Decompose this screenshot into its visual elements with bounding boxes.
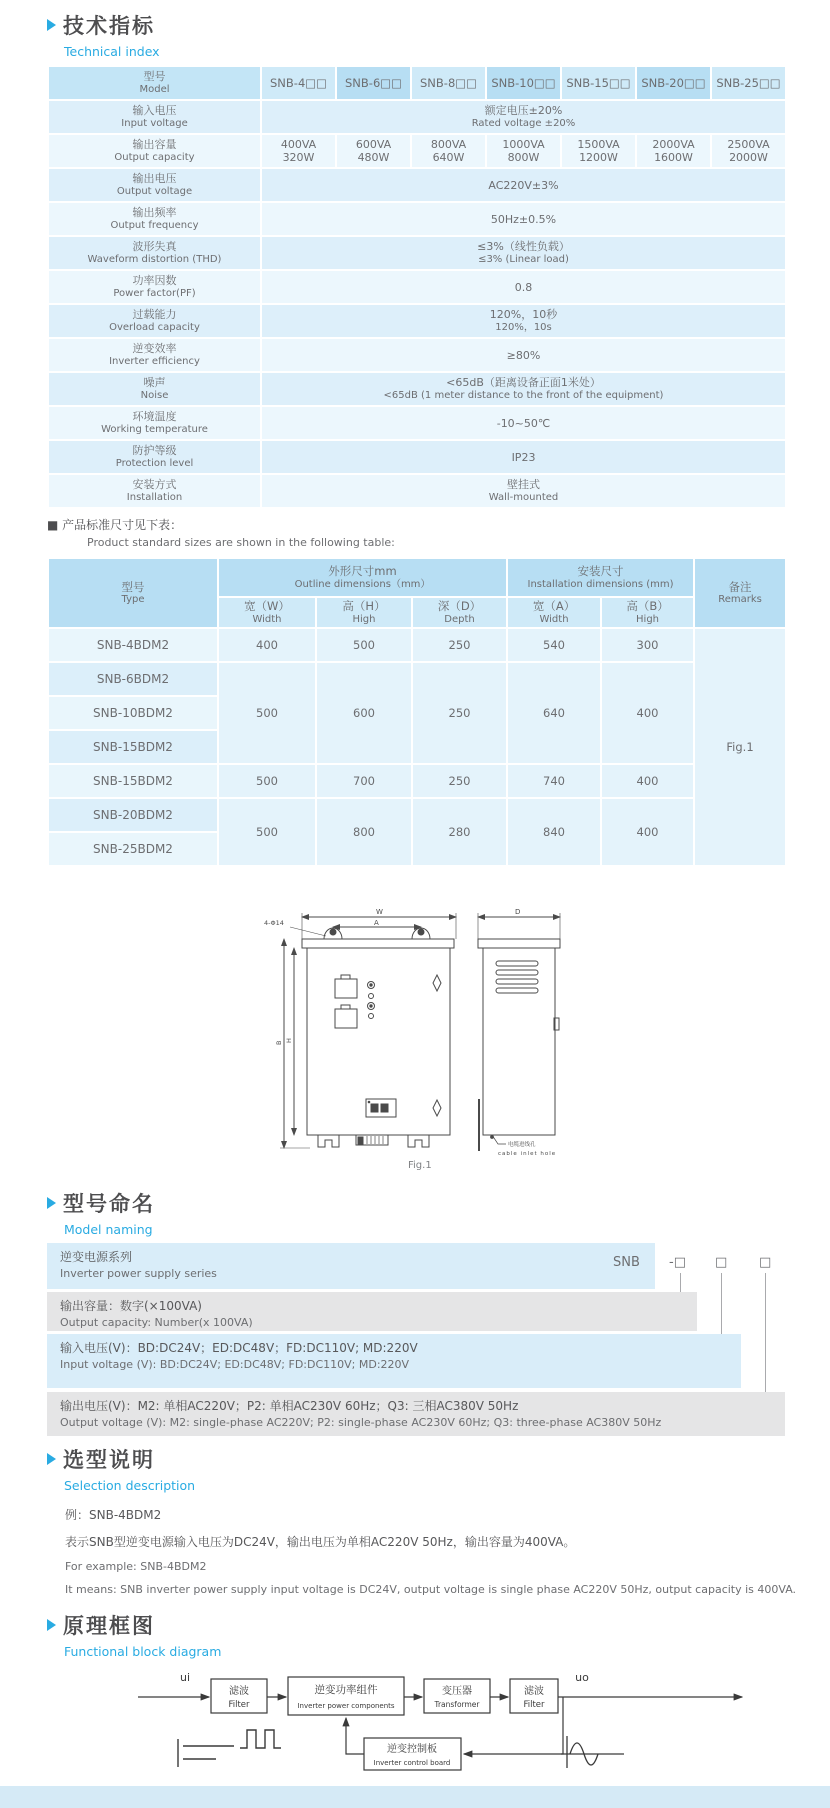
page-footer-strip bbox=[0, 1786, 830, 1808]
foot-right bbox=[408, 1135, 429, 1147]
model-code-box: □ bbox=[715, 1255, 728, 1270]
dim-model-cell: SNB-6BDM2 bbox=[48, 662, 218, 696]
control-label-zh: 逆变控制板 bbox=[387, 1744, 437, 1755]
naming-row-output-voltage: 输出电压(V)：M2: 单相AC220V；P2: 单相AC230V 60Hz；Q3: 三相AC380V 50Hz Output voltage (V): M2: single-phase AC220V; P2: single-phase AC230V 60Hz; Q3: three-phase AC380V 50Hz bbox=[47, 1392, 785, 1436]
spec-row-label: 环境温度 Working temperature bbox=[48, 406, 261, 440]
spec-table bbox=[47, 65, 787, 509]
louver-vent bbox=[496, 961, 538, 966]
uo-label: uo bbox=[575, 1671, 589, 1684]
spec-row-value: 壁挂式 Wall-mounted bbox=[261, 474, 786, 508]
spec-capacity-cell: 2500VA 2000W bbox=[711, 134, 786, 168]
table-row bbox=[48, 764, 786, 798]
section-arrow-icon bbox=[47, 1619, 56, 1631]
louver-vent bbox=[496, 970, 538, 975]
filter1-label-zh: 滤波 bbox=[229, 1686, 249, 1697]
dim-label-b: B bbox=[275, 1040, 283, 1045]
spec-header-row bbox=[48, 66, 786, 100]
dim-col-a: 宽（A） Width bbox=[507, 597, 601, 628]
spec-row-label: 输出电压 Output voltage bbox=[48, 168, 261, 202]
spec-row-value: ≤3%（线性负载） ≤3% (Linear load) bbox=[261, 236, 786, 270]
dim-value-cell: 250 bbox=[412, 764, 507, 798]
table-row bbox=[48, 662, 786, 696]
sine-wave-icon bbox=[561, 1736, 624, 1768]
spec-row-value: AC220V±3% bbox=[261, 168, 786, 202]
section-title-en: Technical index bbox=[64, 44, 160, 59]
dim-outline-header: 外形尺寸mm Outline dimensions（mm） bbox=[218, 558, 507, 597]
selection-desc-zh: 表示SNB型逆变电源输入电压为DC24V，输出电压为单相AC220V 50Hz，输出容量为400VA。 bbox=[65, 1535, 576, 1549]
spec-row-label: 噪声 Noise bbox=[48, 372, 261, 406]
functional-block-diagram bbox=[130, 1666, 750, 1791]
section-title-zh: 型号命名 bbox=[63, 1192, 155, 1216]
control-label-en: Inverter control board bbox=[373, 1759, 451, 1767]
control-to-power-line bbox=[346, 1718, 364, 1754]
dim-value-cell: 600 bbox=[316, 662, 412, 764]
dim-model-cell: SNB-25BDM2 bbox=[48, 832, 218, 866]
dim-remarks-header: 备注 Remarks bbox=[694, 558, 786, 628]
model-code-box: □ bbox=[759, 1255, 772, 1270]
dim-type-header: 型号 Type bbox=[48, 558, 218, 628]
spec-model-col: SNB-20□□ bbox=[636, 66, 711, 100]
naming-connector-line bbox=[680, 1273, 681, 1292]
dim-col-b: 高（B） High bbox=[601, 597, 694, 628]
dim-value-cell: 400 bbox=[218, 628, 316, 662]
dc-waveform-icon bbox=[178, 1739, 234, 1767]
naming-row-input-voltage: 输入电压(V)：BD:DC24V；ED:DC48V；FD:DC110V; MD:220V Input voltage (V): BD:DC24V; ED:DC48V; FD:DC110V; MD:220V bbox=[47, 1334, 741, 1388]
indicator-light bbox=[369, 994, 374, 999]
spec-row-value: 额定电压±20% Rated voltage ±20% bbox=[261, 100, 786, 134]
filter2-label-zh: 滤波 bbox=[524, 1686, 544, 1697]
spec-row-value: 50Hz±0.5% bbox=[261, 202, 786, 236]
figure-caption: Fig.1 bbox=[408, 1160, 432, 1171]
section-title-en: Functional block diagram bbox=[64, 1644, 222, 1659]
spec-row-value: IP23 bbox=[261, 440, 786, 474]
spec-capacity-cell: 800VA 640W bbox=[411, 134, 486, 168]
dim-value-cell: 740 bbox=[507, 764, 601, 798]
louver-vent bbox=[496, 979, 538, 984]
dim-value-cell: 500 bbox=[218, 764, 316, 798]
dim-label-a: A bbox=[374, 919, 379, 927]
naming-connector-line bbox=[721, 1273, 722, 1334]
spec-row-value: <65dB（距离设备正面1米处） <65dB (1 meter distance to the front of the equipment) bbox=[261, 372, 786, 406]
spec-row-noise bbox=[48, 372, 786, 406]
cable-inlet-label-en: cable inlet hole bbox=[498, 1151, 557, 1157]
spec-row-label: 输入电压 Input voltage bbox=[48, 100, 261, 134]
technical-drawing bbox=[240, 903, 600, 1183]
louver-vent bbox=[496, 988, 538, 993]
spec-row-value: -10~50℃ bbox=[261, 406, 786, 440]
dim-model-cell: SNB-4BDM2 bbox=[48, 628, 218, 662]
spec-row-installation bbox=[48, 474, 786, 508]
spec-row-overload bbox=[48, 304, 786, 338]
spec-row-power-factor bbox=[48, 270, 786, 304]
dim-label-w: W bbox=[376, 908, 383, 916]
spec-row-value: 0.8 bbox=[261, 270, 786, 304]
model-code-prefix: SNB bbox=[613, 1255, 640, 1270]
dim-col-w: 宽（W） Width bbox=[218, 597, 316, 628]
section-arrow-icon bbox=[47, 1453, 56, 1465]
spec-row-label: 安装方式 Installation bbox=[48, 474, 261, 508]
spec-capacity-cell: 1000VA 800W bbox=[486, 134, 561, 168]
spec-model-col: SNB-8□□ bbox=[411, 66, 486, 100]
selection-example-zh: 例：SNB-4BDM2 bbox=[65, 1508, 162, 1522]
cable-inlet-label-zh: 电缆进线孔 bbox=[508, 1142, 536, 1148]
spec-row-label: 输出容量 Output capacity bbox=[48, 134, 261, 168]
spec-row-efficiency bbox=[48, 338, 786, 372]
foot-left bbox=[318, 1135, 339, 1147]
spec-capacity-cell: 400VA 320W bbox=[261, 134, 336, 168]
cabinet-side bbox=[483, 948, 555, 1135]
transformer-label-en: Transformer bbox=[434, 1700, 480, 1709]
dim-value-cell: 400 bbox=[601, 764, 694, 798]
holes-label: 4-Φ14 bbox=[264, 919, 284, 927]
sizes-note-zh: ■ 产品标准尺寸见下表： bbox=[47, 518, 183, 532]
door-latch-top bbox=[433, 975, 441, 991]
indicator-light bbox=[369, 1014, 374, 1019]
table-row bbox=[48, 798, 786, 832]
transformer-label-zh: 变压器 bbox=[442, 1686, 472, 1697]
selection-description-text bbox=[65, 1506, 796, 1606]
spec-row-output-capacity bbox=[48, 134, 786, 168]
spec-model-label: 型号 Model bbox=[48, 66, 261, 100]
dim-group-header-row bbox=[48, 558, 786, 597]
section-technical-index bbox=[47, 10, 160, 59]
spec-model-col: SNB-10□□ bbox=[486, 66, 561, 100]
dim-value-cell: 250 bbox=[412, 662, 507, 764]
dim-value-cell: 500 bbox=[218, 662, 316, 764]
spec-row-temperature bbox=[48, 406, 786, 440]
dim-label-d: D bbox=[515, 908, 521, 916]
spec-capacity-cell: 2000VA 1600W bbox=[636, 134, 711, 168]
section-title-zh: 原理框图 bbox=[63, 1614, 155, 1638]
power-label-zh: 逆变功率组件 bbox=[314, 1684, 378, 1696]
dim-value-cell: 700 bbox=[316, 764, 412, 798]
dim-value-cell: 640 bbox=[507, 662, 601, 764]
dim-col-h: 高（H） High bbox=[316, 597, 412, 628]
section-model-naming bbox=[47, 1188, 155, 1237]
spec-row-protection bbox=[48, 440, 786, 474]
spec-row-label: 过载能力 Overload capacity bbox=[48, 304, 261, 338]
spec-row-waveform bbox=[48, 236, 786, 270]
spec-model-col: SNB-6□□ bbox=[336, 66, 411, 100]
spec-row-label: 功率因数 Power factor(PF) bbox=[48, 270, 261, 304]
spec-model-col: SNB-25□□ bbox=[711, 66, 786, 100]
dim-value-cell: 500 bbox=[316, 628, 412, 662]
spec-model-col: SNB-4□□ bbox=[261, 66, 336, 100]
dim-model-cell: SNB-20BDM2 bbox=[48, 798, 218, 832]
model-code-box: -□ bbox=[669, 1255, 686, 1270]
selection-example-en: For example: SNB-4BDM2 bbox=[65, 1560, 207, 1573]
dim-model-cell: SNB-15BDM2 bbox=[48, 730, 218, 764]
dim-value-cell: 840 bbox=[507, 798, 601, 866]
section-arrow-icon bbox=[47, 1197, 56, 1209]
dim-value-cell: 280 bbox=[412, 798, 507, 866]
sizes-note bbox=[47, 516, 395, 549]
cable-leader bbox=[492, 1135, 506, 1144]
naming-row-capacity: 输出容量：数字(×100VA) Output capacity: Number(x 100VA) bbox=[47, 1292, 697, 1331]
dim-value-cell: 400 bbox=[601, 662, 694, 764]
dim-value-cell: 800 bbox=[316, 798, 412, 866]
power-label-en: Inverter power components bbox=[297, 1702, 395, 1710]
sizes-note-en: Product standard sizes are shown in the following table: bbox=[87, 536, 395, 549]
spec-row-label: 防护等级 Protection level bbox=[48, 440, 261, 474]
dim-remark-cell: Fig.1 bbox=[694, 628, 786, 866]
dim-value-cell: 400 bbox=[601, 798, 694, 866]
mount-bar bbox=[302, 939, 454, 948]
section-title-zh: 技术指标 bbox=[63, 14, 155, 38]
section-block-diagram bbox=[47, 1610, 221, 1659]
naming-connector-line bbox=[765, 1273, 766, 1392]
spec-row-output-voltage bbox=[48, 168, 786, 202]
filter1-label-en: Filter bbox=[228, 1700, 250, 1710]
dim-value-cell: 540 bbox=[507, 628, 601, 662]
dim-value-cell: 300 bbox=[601, 628, 694, 662]
dim-model-cell: SNB-15BDM2 bbox=[48, 764, 218, 798]
section-arrow-icon bbox=[47, 19, 56, 31]
dim-install-header: 安装尺寸 Installation dimensions (mm) bbox=[507, 558, 694, 597]
section-title-zh: 选型说明 bbox=[63, 1448, 155, 1472]
spec-row-label: 逆变效率 Inverter efficiency bbox=[48, 338, 261, 372]
dim-col-d: 深（D） Depth bbox=[412, 597, 507, 628]
table-row bbox=[48, 628, 786, 662]
spec-capacity-cell: 1500VA 1200W bbox=[561, 134, 636, 168]
side-top-bar bbox=[478, 939, 560, 948]
naming-row-series: 逆变电源系列 Inverter power supply series bbox=[47, 1243, 655, 1289]
selection-desc-en: It means: SNB inverter power supply input voltage is DC24V, output voltage is single phase AC220V 50Hz, output capacity is 400VA. bbox=[65, 1583, 797, 1596]
dim-label-h: H bbox=[285, 1038, 293, 1043]
spec-model-col: SNB-15□□ bbox=[561, 66, 636, 100]
dim-value-cell: 250 bbox=[412, 628, 507, 662]
section-title-en: Selection description bbox=[64, 1478, 196, 1493]
ui-label: ui bbox=[179, 1671, 191, 1684]
dimensions-table bbox=[47, 557, 787, 867]
door-latch-bottom bbox=[433, 1100, 441, 1116]
model-naming-diagram bbox=[47, 1243, 785, 1438]
section-title-en: Model naming bbox=[64, 1222, 153, 1237]
square-wave-icon bbox=[240, 1730, 281, 1748]
filter2-label-en: Filter bbox=[523, 1700, 545, 1710]
spec-row-label: 波形失真 Waveform distortion (THD) bbox=[48, 236, 261, 270]
spec-row-input-voltage bbox=[48, 100, 786, 134]
spec-row-value: ≥80% bbox=[261, 338, 786, 372]
spec-row-value: 120%，10秒 120%，10s bbox=[261, 304, 786, 338]
dim-value-cell: 500 bbox=[218, 798, 316, 866]
meter-1 bbox=[335, 979, 357, 998]
spec-row-output-frequency bbox=[48, 202, 786, 236]
meter-2 bbox=[335, 1009, 357, 1028]
dim-model-cell: SNB-10BDM2 bbox=[48, 696, 218, 730]
section-selection-description bbox=[47, 1444, 195, 1493]
spec-capacity-cell: 600VA 480W bbox=[336, 134, 411, 168]
spec-row-label: 输出频率 Output frequency bbox=[48, 202, 261, 236]
